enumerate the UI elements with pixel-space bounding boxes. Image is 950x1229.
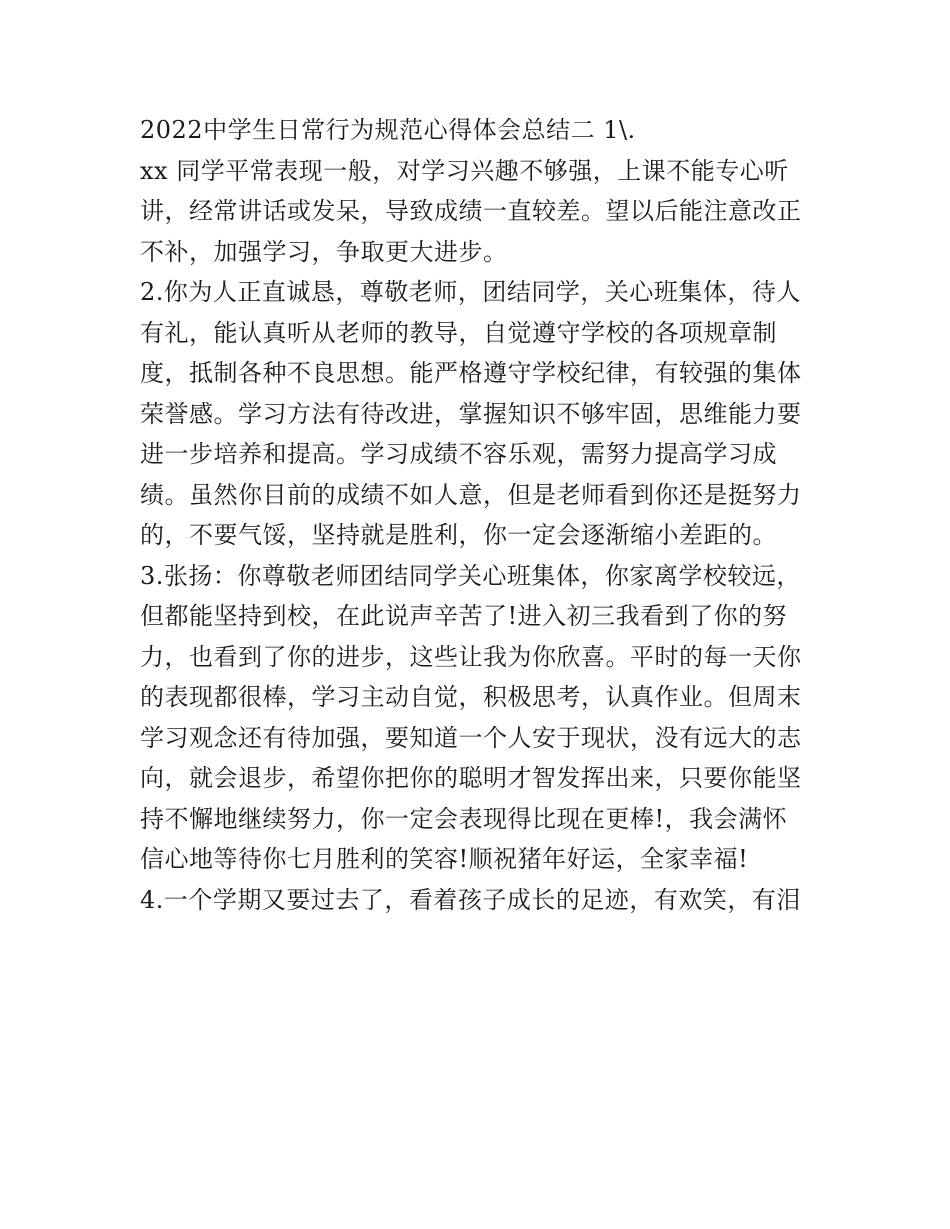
text-line: 不补，加强学习，争取更大进步。 <box>140 237 508 266</box>
text-line: 荣誉感。学习方法有待改进，掌握知识不够牢固，思维能力要 <box>140 399 802 428</box>
text-line: 3.张扬：你尊敬老师团结同学关心班集体，你家离学校较远， <box>140 561 801 590</box>
text-line: 但都能坚持到校，在此说声辛苦了!进入初三我看到了你的努 <box>140 602 788 630</box>
text-line: 持不懈地继续努力，你一定会表现得比现在更棒!，我会满怀 <box>140 804 788 833</box>
text-line: 2.你为人正直诚恳，尊敬老师，团结同学，关心班集体，待人 <box>140 278 801 306</box>
text-line: 向，就会退步，希望你把你的聪明才智发挥出来，只要你能坚 <box>140 764 802 792</box>
text-line: 讲，经常讲话或发呆，导致成绩一直较差。望以后能注意改正 <box>140 197 802 225</box>
text-line: 绩。虽然你目前的成绩不如人意，但是老师看到你还是挺努力 <box>140 480 802 509</box>
document-body <box>140 110 820 920</box>
text-line: 力，也看到了你的进步，这些让我为你欣喜。平时的每一天你 <box>140 642 802 671</box>
text-line: 进一步培养和提高。学习成绩不容乐观，需努力提高学习成 <box>140 440 777 468</box>
text-line: xx 同学平常表现一般，对学习兴趣不够强，上课不能专心听 <box>140 156 789 185</box>
text-line: 4.一个学期又要过去了，看着孩子成长的足迹，有欢笑，有泪 <box>140 885 801 914</box>
text-line: 学习观念还有待加强，要知道一个人安于现状，没有远大的志 <box>140 723 802 752</box>
text-line: 度，抵制各种不良思想。能严格遵守学校纪律，有较强的集体 <box>140 359 802 387</box>
text-line: 的，不要气馁，坚持就是胜利，你一定会逐渐缩小差距的。 <box>140 521 777 549</box>
text-line: 有礼，能认真听从老师的教导，自觉遵守学校的各项规章制 <box>140 318 777 347</box>
text-line: 的表现都很棒，学习主动自觉，积极思考，认真作业。但周末 <box>140 683 802 711</box>
document-title: 2022中学生日常行为规范心得体会总结二 1\. <box>140 116 636 144</box>
paragraph-3 <box>140 556 820 880</box>
paragraph-4 <box>140 880 820 921</box>
paragraph-1 <box>140 151 820 273</box>
text-line: 信心地等待你七月胜利的笑容!顺祝猪年好运，全家幸福! <box>140 845 749 873</box>
paragraph-2 <box>140 272 820 556</box>
